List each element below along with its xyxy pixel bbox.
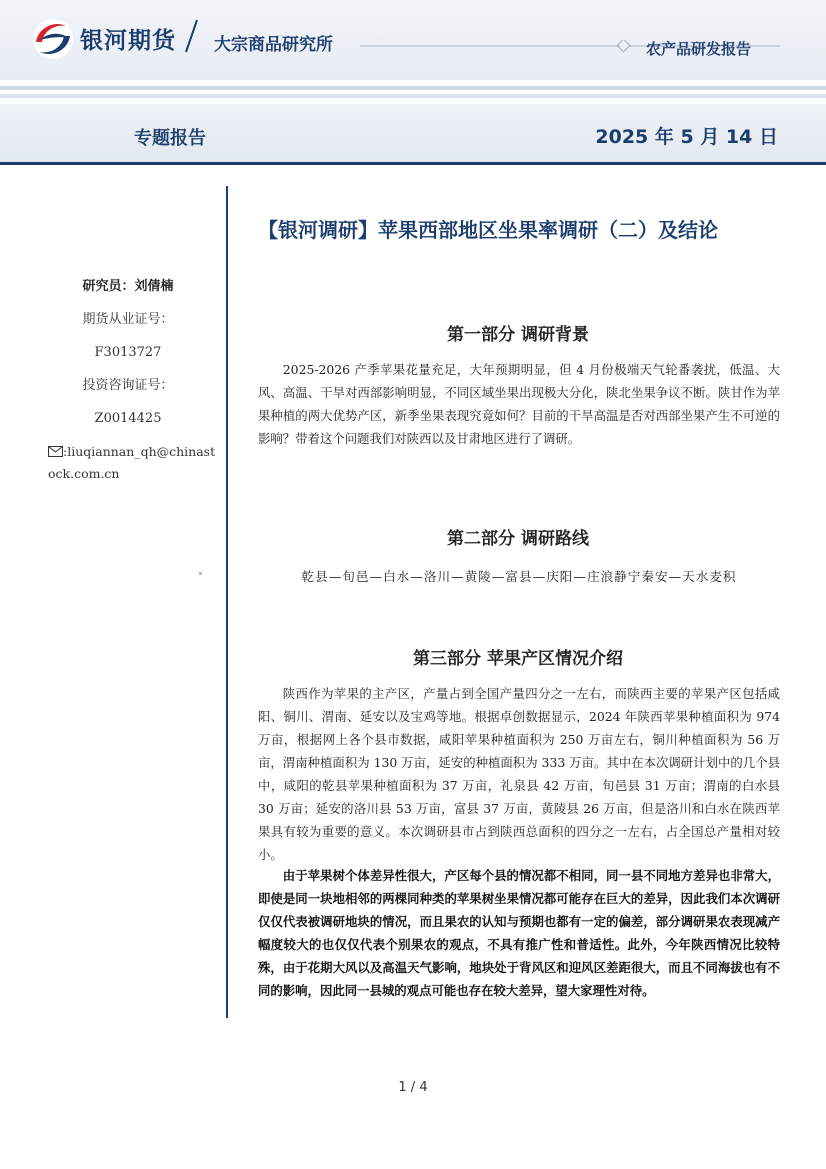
- researcher-name: 研究员：刘倩楠: [82, 279, 174, 294]
- part1-paragraph: 2025-2026 产季苹果花量充足，大年预期明显，但 4 月份极端天气轮番袭扰，低温、大风、高温、干旱对西部影响明显，不同区域坐果出现极大分化，陕北坐果争议不断。陕甘作为苹果种植的两大优势产区，新季坐果表现究竟如何？目前的干旱高温是否对西部坐果产生不可逆的影响？带着这个问题我们对陕西以及甘肃地区进行了调研。: [258, 362, 780, 446]
- survey-route: 乾县—旬邑—白水—洛川—黄陵—富县—庆阳—庄浪静宁秦安—天水麦积: [301, 569, 737, 584]
- part3-paragraph: 陕西作为苹果的主产区，产量占到全国产量四分之一左右，而陕西主要的苹果产区包括咸阳、铜川、渭南、延安以及宝鸡等地。根据卓创数据显示，2024 年陕西苹果种植面积为 974 万亩，根据网上各个县市数据，咸阳苹果种植面积为 250 万亩左右，铜川种植面积为 56 万亩，渭南种植面积为 130 万亩，延安的种植面积为 333 万亩。其中在本次调研计划中的几个县中，咸阳的乾县苹果种植面积为 37 万亩，礼泉县 42 万亩，旬邑县 31 万亩；渭南的白水县 30 万亩；延安的洛川县 53 万亩，富县 37 万亩，黄陵县 26 万亩，但是洛川和白水在陕西苹果具有较为重要的意义。本次调研县市占到陕西总面积的四分之一左右，占全国总产量相对较小。: [258, 686, 780, 862]
- part3-disclaimer: 由于苹果树个体差异性很大，产区每个县的情况都不相同，同一县不同地方差异也非常大，即使是同一块地相邻的两棵同种类的苹果树坐果情况都可能存在巨大的差异，因此我们本次调研仅仅代表被调研地块的情况，而且果农的认知与预期也都有一定的偏差，部分调研果农表现减产幅度较大的也仅仅代表个别果农的观点，不具有推广性和普适性。此外，今年陕西情况比较特殊，由于花期大风以及高温天气影响，地块处于背风区和迎风区差距很大，而且不同海拔也有不同的影响，因此同一县城的观点可能也存在较大差异，望大家理性对待。: [258, 868, 780, 998]
- galaxy-logo-icon: [32, 18, 74, 60]
- speck: [199, 572, 202, 575]
- section-label: 专题报告: [134, 128, 206, 149]
- company-name: 银河期货: [80, 28, 176, 54]
- report-type: 农产品研发报告: [646, 40, 752, 58]
- license-label: 期货从业证号：: [82, 312, 174, 327]
- sidebar-divider: [226, 186, 228, 1018]
- title-block: [258, 214, 778, 243]
- email-line[interactable]: [40, 441, 216, 485]
- consult-number: Z0014425: [94, 411, 162, 426]
- page-number: 1 / 4: [398, 1080, 428, 1095]
- document-title: 【银河调研】苹果西部地区坐果率调研（二）及结论: [258, 218, 718, 242]
- envelope-icon: [48, 446, 63, 457]
- email-address[interactable]: :liuqiannan_qh@chinastock.com.cn: [48, 444, 216, 481]
- divider-stripe: [0, 86, 826, 90]
- part1-heading: 第一部分 调研背景: [447, 325, 589, 345]
- license-number: F3013727: [94, 345, 162, 360]
- report-date: 2025 年 5 月 14 日: [595, 126, 778, 148]
- part2-heading: 第二部分 调研路线: [447, 529, 589, 549]
- institute-name: 大宗商品研究所: [214, 35, 333, 55]
- author-sidebar: [40, 270, 216, 485]
- divider-stripe: [0, 94, 826, 98]
- consult-label: 投资咨询证号：: [82, 378, 174, 393]
- part3-heading: 第三部分 苹果产区情况介绍: [413, 649, 623, 669]
- divider-slash: [183, 18, 199, 54]
